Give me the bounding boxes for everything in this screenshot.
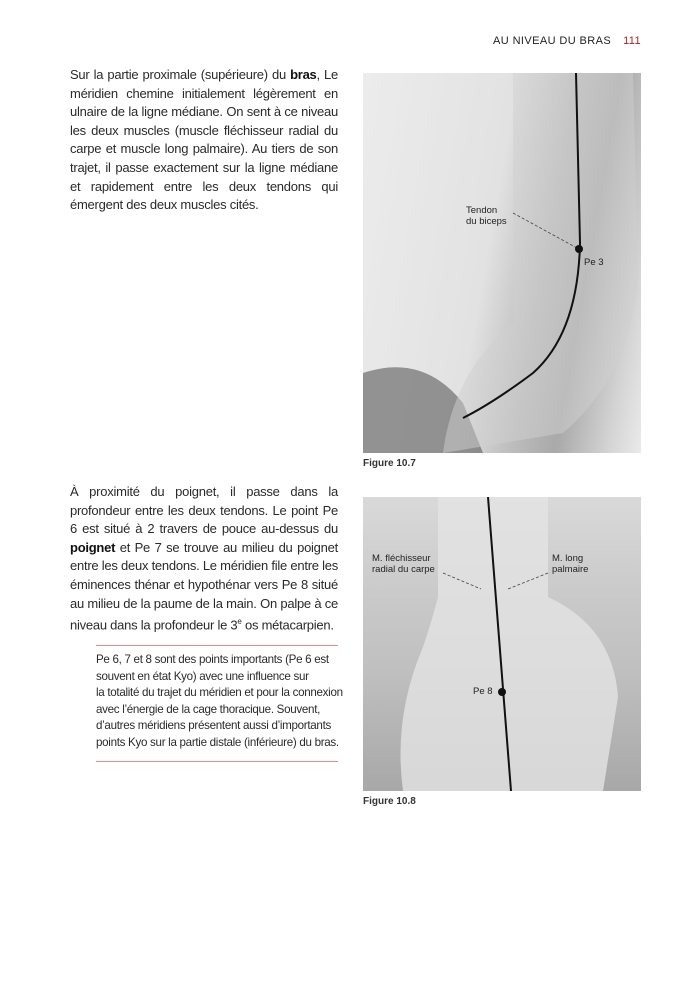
label-flexor-carpi-radialis: M. fléchisseur radial du carpe bbox=[372, 553, 435, 575]
text: , Le méridien chemine initialement légèrement en ulnaire de la ligne médiane. On sent à ce niveau les deux muscles (muscle fléchisseur radial du carpe et muscle long palmaire). Au tiers de son trajet, il passe exactement sur la ligne médiane et rapidement entre les deux tendons qui émergent des deux muscles cités. bbox=[70, 67, 339, 213]
figure-caption: Figure 10.8 bbox=[363, 796, 416, 807]
page-number: 111 bbox=[623, 35, 641, 47]
text: Sur la partie proximale (supérieure) du bbox=[70, 67, 291, 82]
bold-term: poignet bbox=[70, 539, 116, 555]
figure-10-7-photo bbox=[363, 73, 641, 453]
paragraph-arm-proximal bbox=[70, 66, 338, 215]
note-line: la totalité du trajet du méridien et pour la connexion bbox=[96, 686, 343, 700]
paragraph-wrist bbox=[70, 483, 338, 635]
note-line: souvent en état Kyo) avec une influence sur bbox=[96, 669, 309, 683]
text: À proximité du poignet, il passe dans la profondeur entre les deux tendons. Le point Pe 6 est situé à 2 travers de pouce au-dessus du bbox=[70, 484, 338, 537]
note-box bbox=[96, 645, 343, 762]
label-pe8: Pe 8 bbox=[473, 686, 493, 697]
figure-caption: Figure 10.7 bbox=[363, 458, 416, 469]
bold-term: bras bbox=[290, 67, 317, 82]
note-line: Pe 6, 7 et 8 sont des points importants (Pe 6 est bbox=[96, 653, 329, 666]
figure-10-8-photo bbox=[363, 497, 641, 791]
label-palmaris-longus: M. long palmaire bbox=[552, 553, 589, 575]
superscript: e bbox=[237, 617, 242, 627]
section-title: AU NIVEAU DU BRAS bbox=[493, 35, 612, 47]
note-line: avec l’énergie de la cage thoracique. Souvent, bbox=[96, 702, 321, 716]
note-line: d’autres méridiens présentent aussi d’importants bbox=[96, 719, 331, 733]
label-tendon-biceps: Tendon du biceps bbox=[466, 205, 507, 227]
hand-illustration bbox=[363, 497, 641, 791]
running-header bbox=[493, 35, 641, 47]
note-line: points Kyo sur la partie distale (inférieure) du bras. bbox=[96, 735, 339, 749]
text: os métacarpien. bbox=[241, 617, 334, 633]
text: et Pe 7 se trouve au milieu du poignet entre les deux tendons. Le méridien file entre les éminences thénar et hypothénar vers Pe 8 situé au milieu de la paume de la main. On palpe à ce niveau dans la profondeur le 3 bbox=[70, 539, 338, 633]
label-pe3: Pe 3 bbox=[584, 257, 604, 268]
